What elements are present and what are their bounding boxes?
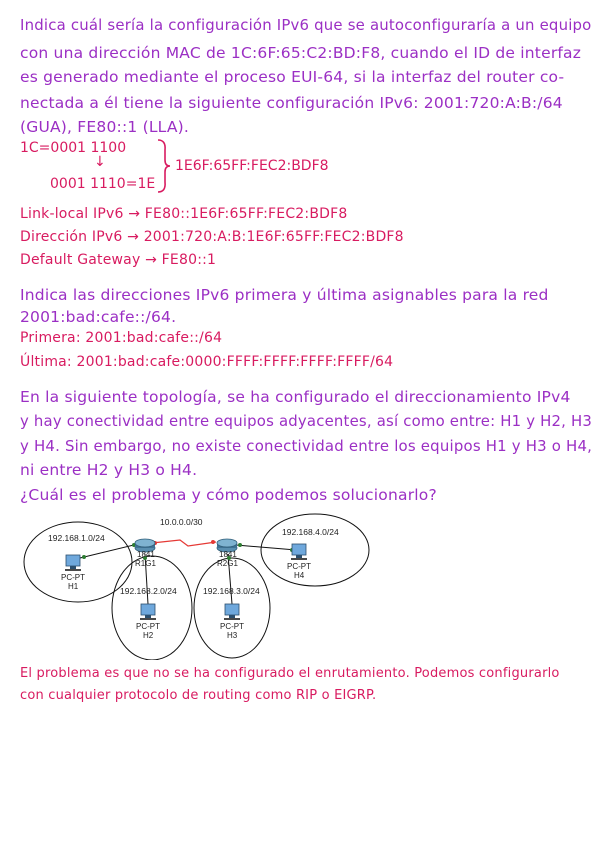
q2-line-1: Indica las direcciones IPv6 primera y última asignables para la red: [20, 286, 549, 304]
link-net-label: 10.0.0.0/30: [160, 517, 203, 527]
q1-line-4: nectada a él tiene la siguiente configuración IPv6: 2001:720:A:B:/64: [20, 94, 563, 112]
h3-name: H3: [227, 631, 238, 640]
link-r2-h4: [236, 545, 296, 550]
q1-line-5: (GUA), FE80::1 (LLA).: [20, 118, 190, 136]
net4-boundary: [261, 514, 369, 586]
router2-port: 1841: [219, 550, 237, 559]
h3-type: PC-PT: [220, 622, 244, 631]
h4-type: PC-PT: [287, 562, 311, 571]
network-topology: [20, 512, 370, 660]
net4-label: 192.168.4.0/24: [282, 527, 339, 537]
work-line-2: 0001 1110=1E: [50, 176, 156, 192]
eui64-work: [20, 140, 420, 190]
h1-type: PC-PT: [61, 573, 85, 582]
q2-line-2: 2001:bad:cafe::/64.: [20, 308, 177, 326]
net1-label: 192.168.1.0/24: [48, 533, 105, 543]
q3-line-1: En la siguiente topología, se ha configurado el direccionamiento IPv4: [20, 388, 571, 406]
pc-icon: [65, 555, 81, 571]
q1-line-1: Indica cuál sería la configuración IPv6 que se autoconfiguraría a un equipo: [20, 16, 592, 34]
net2-label: 192.168.2.0/24: [120, 586, 177, 596]
q3-line-2: y hay conectividad entre equipos adyacentes, así como entre: H1 y H2, H3: [20, 412, 593, 430]
h2-name: H2: [143, 631, 154, 640]
gateway-answer: Default Gateway → FE80::1: [20, 252, 217, 268]
q3-line-3: y H4. Sin embargo, no existe conectividad entre los equipos H1 y H3 o H4,: [20, 437, 593, 455]
h4-name: H4: [294, 571, 305, 580]
topology-diagram: [20, 512, 370, 660]
router1-port: 1841: [137, 550, 155, 559]
down-arrow-icon: ↓: [94, 154, 106, 170]
ultima-answer: Última: 2001:bad:cafe:0000:FFFF:FFFF:FFFF:FFFF/64: [20, 354, 394, 370]
a3-line-2: con cualquier protocolo de routing como RIP o EIGRP.: [20, 688, 377, 703]
h1-name: H1: [68, 582, 79, 591]
a3-line-1: El problema es que no se ha configurado el enrutamiento. Podemos configurarlo: [20, 666, 560, 681]
router1-name: R1G1: [135, 559, 156, 568]
primera-answer: Primera: 2001:bad:cafe::/64: [20, 330, 223, 346]
link-local-answer: Link-local IPv6 → FE80::1E6F:65FF:FEC2:BDF8: [20, 206, 348, 222]
q3-line-4: ni entre H2 y H3 o H4.: [20, 461, 198, 479]
brace-icon: [156, 138, 172, 194]
work-line-1: 1C=0001 1100: [20, 140, 127, 156]
q1-line-3: es generado mediante el proceso EUI-64, si la interfaz del router co-: [20, 68, 565, 86]
link-h1-r1: [80, 544, 138, 558]
pc-icon: [291, 544, 307, 560]
interface-id-result: 1E6F:65FF:FEC2:BDF8: [175, 158, 329, 174]
net3-label: 192.168.3.0/24: [203, 586, 260, 596]
router2-name: R2G1: [217, 559, 238, 568]
pc-icon: [224, 604, 240, 620]
serial-link: [152, 540, 216, 546]
q3-line-5: ¿Cuál es el problema y cómo podemos solucionarlo?: [20, 486, 437, 504]
direccion-answer: Dirección IPv6 → 2001:720:A:B:1E6F:65FF:FEC2:BDF8: [20, 229, 404, 245]
h2-type: PC-PT: [136, 622, 160, 631]
pc-icon: [140, 604, 156, 620]
q1-line-2: con una dirección MAC de 1C:6F:65:C2:BD:F8, cuando el ID de interfaz: [20, 44, 582, 62]
